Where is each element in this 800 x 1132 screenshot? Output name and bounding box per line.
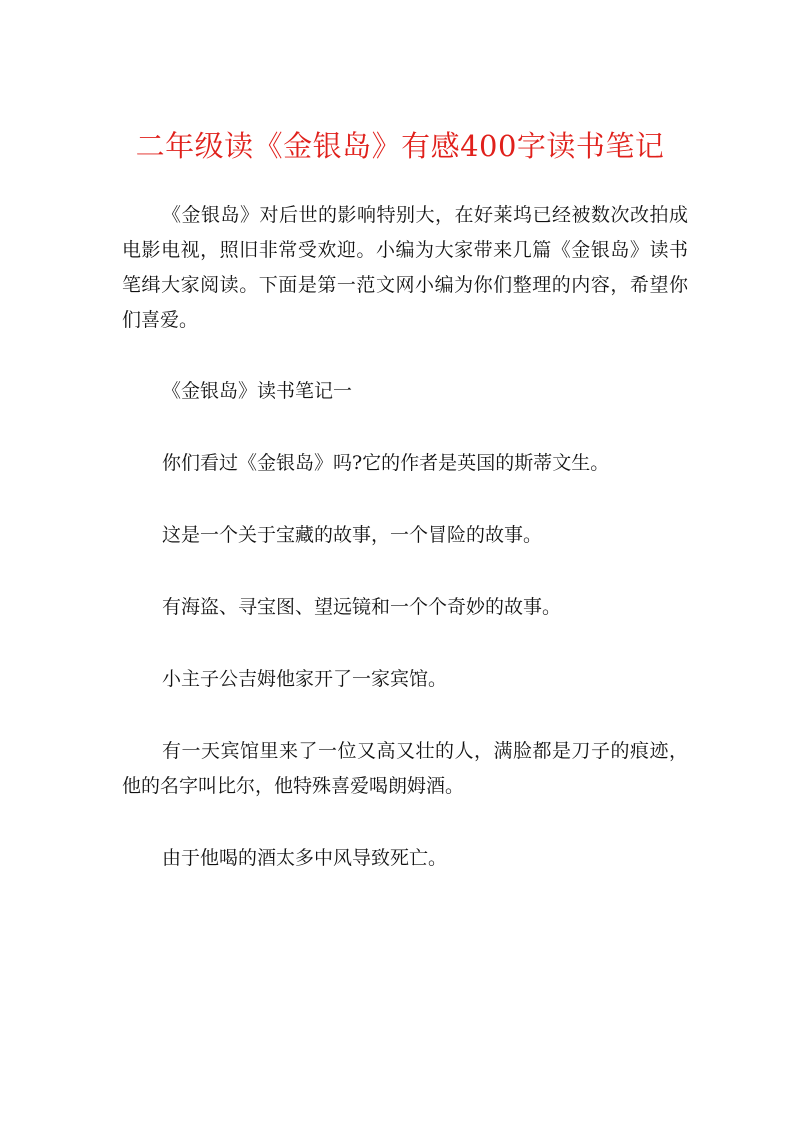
body-paragraph: 有海盗、寻宝图、望远镜和一个个奇妙的故事。	[162, 596, 562, 618]
section-heading: 《金银岛》读书笔记一	[162, 380, 353, 402]
intro-paragraph: 《金银岛》对后世的影响特别大，在好莱坞已经被数次改拍成电影电视，照旧非常受欢迎。小编为大家带来几篇《金银岛》读书笔缉大家阅读。下面是第一范文网小编为你们整理的内容，希望你们喜爱。	[122, 204, 688, 331]
document-title: 二年级读《金银岛》有感400字读书笔记	[135, 129, 665, 163]
body-paragraph: 你们看过《金银岛》吗?它的作者是英国的斯蒂文生。	[162, 452, 610, 474]
body-paragraph: 有一天宾馆里来了一位又高又壮的人，满脸都是刀子的痕迹，他的名字叫比尔，他特殊喜爱喝朗姆酒。	[122, 740, 688, 797]
body-paragraph: 由于他喝的酒太多中风导致死亡。	[162, 847, 448, 869]
body-paragraph: 小主子公吉姆他家开了一家宾馆。	[162, 668, 448, 690]
body-paragraph: 这是一个关于宝藏的故事，一个冒险的故事。	[162, 524, 543, 546]
document-body	[122, 198, 688, 876]
